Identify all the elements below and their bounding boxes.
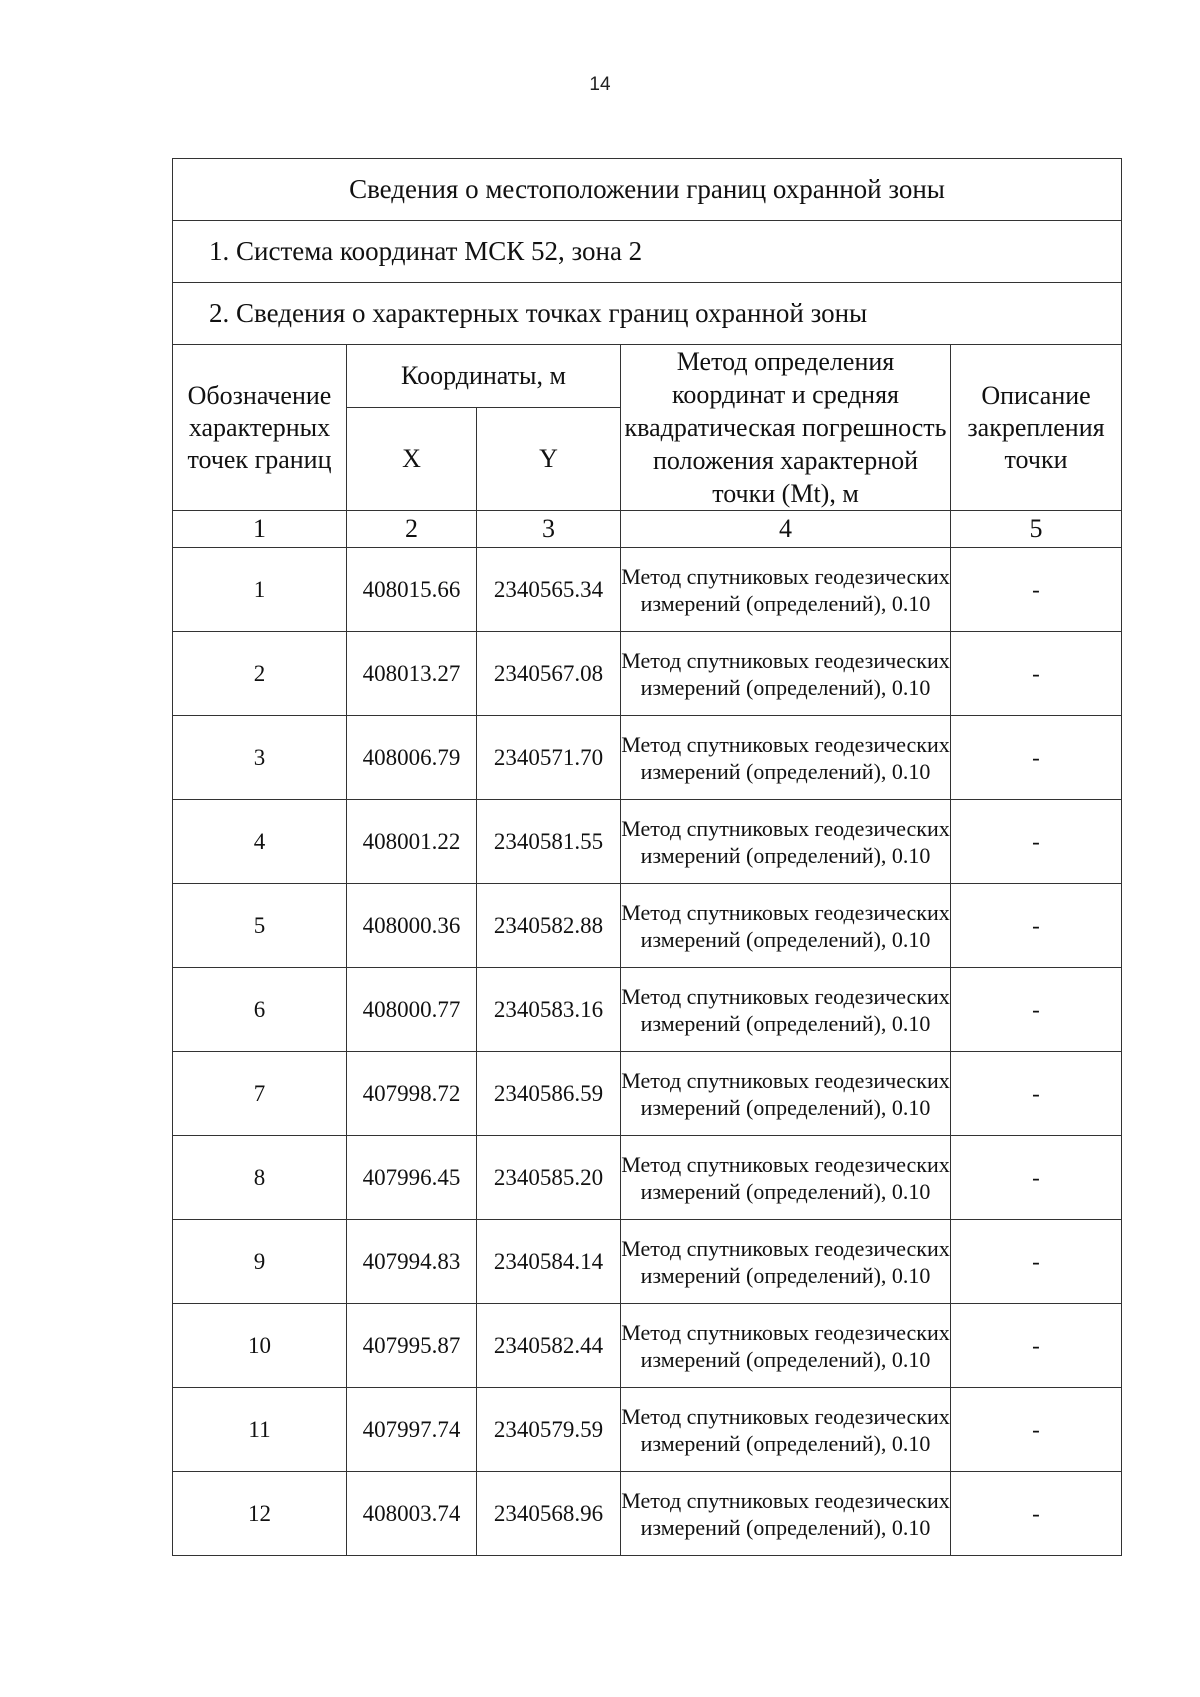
description-cell: - [951,884,1122,968]
description-cell: - [951,632,1122,716]
y-cell: 2340571.70 [477,716,621,800]
description-cell: - [951,1220,1122,1304]
point-cell: 12 [173,1472,347,1556]
x-cell: 407998.72 [347,1052,477,1136]
y-cell: 2340586.59 [477,1052,621,1136]
x-cell: 408006.79 [347,716,477,800]
header-coordinates: Координаты, м [347,345,621,408]
table-row [173,1304,1122,1388]
x-cell: 407996.45 [347,1136,477,1220]
x-cell: 408000.77 [347,968,477,1052]
x-cell: 408000.36 [347,884,477,968]
column-number: 2 [347,511,477,548]
table-row [173,968,1122,1052]
header-description: Описание закрепления точки [951,345,1122,511]
point-cell: 3 [173,716,347,800]
page-number: 14 [589,74,611,95]
boundary-points-table [172,158,1122,1556]
table-row [173,800,1122,884]
method-cell: Метод спутниковых геодезических измерений (определений), 0.10 [621,716,951,800]
x-cell: 408013.27 [347,632,477,716]
description-cell: - [951,1304,1122,1388]
description-cell: - [951,1052,1122,1136]
point-cell: 5 [173,884,347,968]
method-cell: Метод спутниковых геодезических измерений (определений), 0.10 [621,548,951,632]
x-cell: 408003.74 [347,1472,477,1556]
table-row [173,548,1122,632]
method-cell: Метод спутниковых геодезических измерений (определений), 0.10 [621,884,951,968]
point-cell: 8 [173,1136,347,1220]
coordinate-system-section: 1. Система координат МСК 52, зона 2 [173,221,1122,283]
method-cell: Метод спутниковых геодезических измерений (определений), 0.10 [621,1220,951,1304]
method-cell: Метод спутниковых геодезических измерений (определений), 0.10 [621,1136,951,1220]
y-cell: 2340581.55 [477,800,621,884]
table-row [173,1388,1122,1472]
table-row [173,716,1122,800]
column-number: 5 [951,511,1122,548]
y-cell: 2340565.34 [477,548,621,632]
x-cell: 407995.87 [347,1304,477,1388]
description-cell: - [951,800,1122,884]
y-cell: 2340584.14 [477,1220,621,1304]
header-y: Y [477,407,621,511]
point-cell: 1 [173,548,347,632]
description-cell: - [951,548,1122,632]
table-title: Сведения о местоположении границ охранной зоны [173,159,1122,221]
column-numbers-row [173,511,1122,548]
point-cell: 2 [173,632,347,716]
column-number: 4 [621,511,951,548]
boundary-points-section: 2. Сведения о характерных точках границ охранной зоны [173,283,1122,345]
method-cell: Метод спутниковых геодезических измерений (определений), 0.10 [621,632,951,716]
y-cell: 2340579.59 [477,1388,621,1472]
point-cell: 9 [173,1220,347,1304]
method-cell: Метод спутниковых геодезических измерений (определений), 0.10 [621,1472,951,1556]
point-cell: 11 [173,1388,347,1472]
description-cell: - [951,1136,1122,1220]
y-cell: 2340582.88 [477,884,621,968]
header-method: Метод определения координат и средняя квадратическая погрешность положения характерной точки (Mt), м [621,345,951,511]
column-number: 1 [173,511,347,548]
header-point-designation: Обозначение характерных точек границ [173,345,347,511]
table-row [173,884,1122,968]
y-cell: 2340567.08 [477,632,621,716]
table-row [173,1472,1122,1556]
x-cell: 408015.66 [347,548,477,632]
table-row [173,632,1122,716]
y-cell: 2340568.96 [477,1472,621,1556]
point-cell: 10 [173,1304,347,1388]
method-cell: Метод спутниковых геодезических измерений (определений), 0.10 [621,1052,951,1136]
table-row [173,1052,1122,1136]
x-cell: 408001.22 [347,800,477,884]
x-cell: 407994.83 [347,1220,477,1304]
description-cell: - [951,968,1122,1052]
table-row [173,1220,1122,1304]
x-cell: 407997.74 [347,1388,477,1472]
description-cell: - [951,1388,1122,1472]
header-x: X [347,407,477,511]
description-cell: - [951,1472,1122,1556]
y-cell: 2340585.20 [477,1136,621,1220]
description-cell: - [951,716,1122,800]
y-cell: 2340583.16 [477,968,621,1052]
method-cell: Метод спутниковых геодезических измерений (определений), 0.10 [621,800,951,884]
column-number: 3 [477,511,621,548]
method-cell: Метод спутниковых геодезических измерений (определений), 0.10 [621,1388,951,1472]
y-cell: 2340582.44 [477,1304,621,1388]
point-cell: 6 [173,968,347,1052]
method-cell: Метод спутниковых геодезических измерений (определений), 0.10 [621,1304,951,1388]
point-cell: 7 [173,1052,347,1136]
table-row [173,1136,1122,1220]
point-cell: 4 [173,800,347,884]
method-cell: Метод спутниковых геодезических измерений (определений), 0.10 [621,968,951,1052]
